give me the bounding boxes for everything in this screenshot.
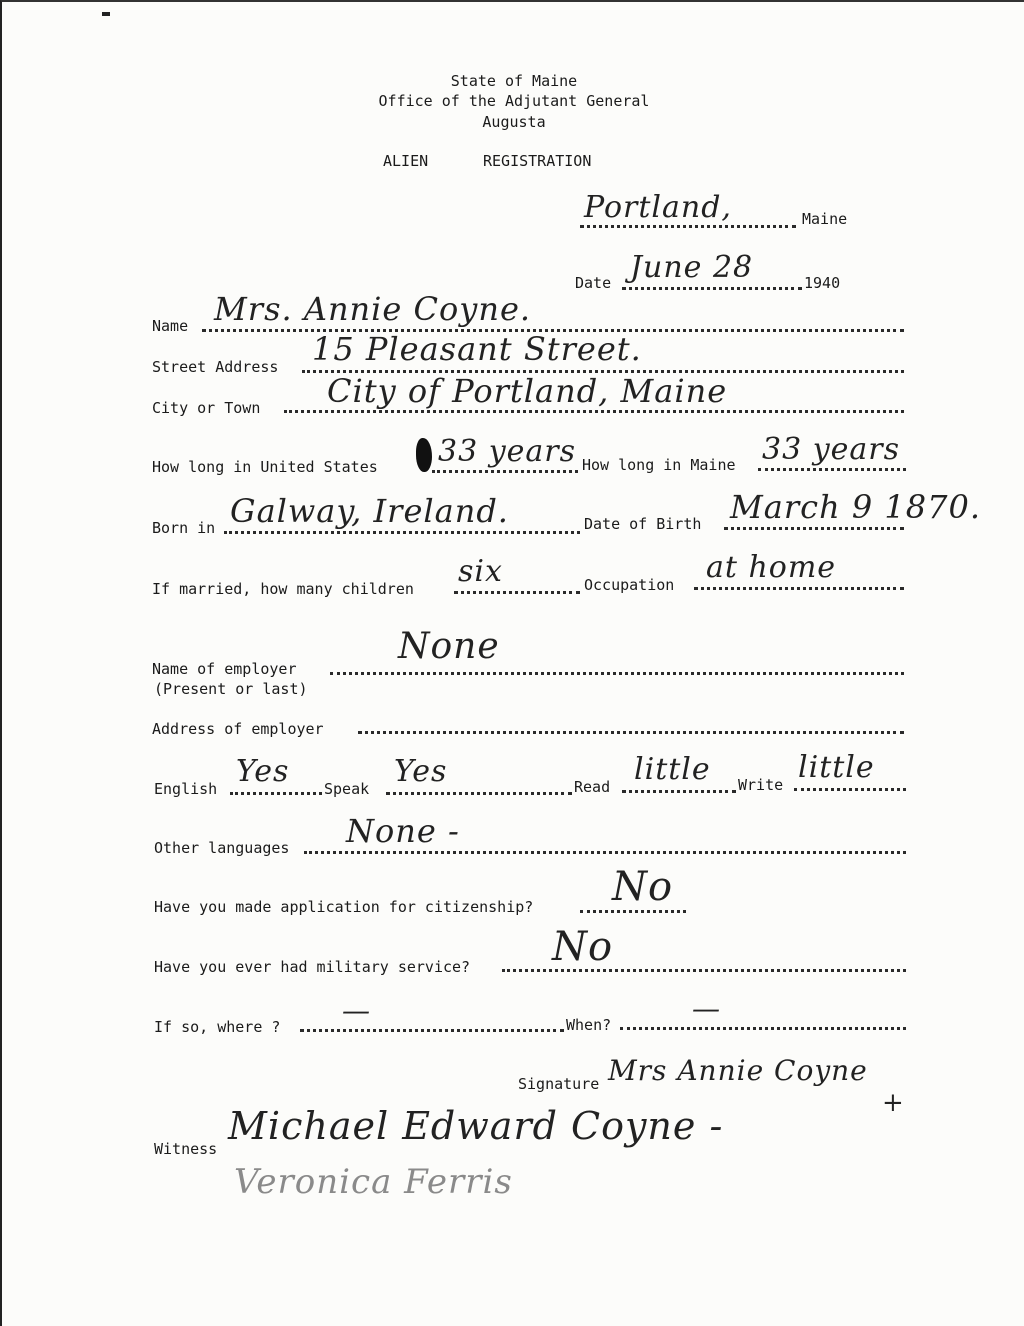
- children-dots: [454, 591, 580, 594]
- name-value: Mrs. Annie Coyne.: [214, 290, 532, 328]
- read-label: Read: [574, 778, 611, 796]
- read-value: little: [634, 752, 711, 787]
- maine-years-label: How long in Maine: [582, 456, 736, 474]
- when-label: When?: [566, 1016, 612, 1034]
- when-dots: [620, 1027, 906, 1030]
- children-value: six: [458, 554, 503, 589]
- english-value: Yes: [236, 754, 290, 789]
- speak-dots: [386, 792, 572, 795]
- form-title-registration: REGISTRATION: [483, 152, 592, 170]
- employer-address-dots: [358, 731, 904, 734]
- form-title-alien: ALIEN: [383, 152, 429, 170]
- dob-dots: [724, 527, 904, 530]
- read-dots: [622, 790, 736, 793]
- date-dots: [622, 287, 802, 290]
- employer-value: None: [398, 626, 500, 667]
- where-value: —: [342, 994, 371, 1027]
- us-years-value: 33 years: [438, 434, 577, 469]
- speak-label: Speak: [324, 780, 370, 798]
- city-dots: [284, 410, 904, 413]
- witness-label: Witness: [154, 1140, 218, 1158]
- date-year: 1940: [804, 274, 841, 292]
- employer-dots: [330, 672, 904, 675]
- street-value: 15 Pleasant Street.: [312, 330, 642, 368]
- write-dots: [794, 788, 906, 791]
- maine-years-value: 33 years: [762, 432, 901, 467]
- born-dots: [224, 531, 580, 534]
- signature-mark: +: [882, 1088, 905, 1118]
- ink-blot: [416, 438, 432, 472]
- employer-label: Name of employer: [152, 660, 297, 678]
- military-label: Have you ever had military service?: [154, 958, 471, 976]
- signature-value: Mrs Annie Coyne: [608, 1054, 868, 1087]
- name-label: Name: [152, 317, 189, 335]
- place-value: Portland,: [584, 190, 732, 225]
- maine-years-dots: [758, 468, 906, 471]
- witness-value-1: Michael Edward Coyne -: [228, 1104, 724, 1148]
- header-state: State of Maine: [450, 72, 578, 90]
- born-label: Born in: [152, 519, 216, 537]
- where-dots: [300, 1029, 564, 1032]
- occupation-label: Occupation: [584, 576, 675, 594]
- signature-label: Signature: [518, 1075, 600, 1093]
- us-years-dots: [432, 470, 578, 473]
- city-value: City of Portland, Maine: [327, 372, 728, 410]
- place-dots: [580, 225, 796, 228]
- witness-value-2: Veronica Ferris: [234, 1162, 513, 1202]
- citizenship-value: No: [612, 864, 674, 910]
- citizenship-dots: [580, 910, 686, 913]
- speak-value: Yes: [394, 754, 448, 789]
- city-label: City or Town: [152, 399, 261, 417]
- dob-value: March 9 1870.: [730, 488, 981, 526]
- dob-label: Date of Birth: [584, 515, 702, 533]
- occupation-value: at home: [706, 550, 837, 585]
- place-suffix: Maine: [802, 210, 848, 228]
- english-label: English: [154, 780, 218, 798]
- english-dots: [230, 792, 322, 795]
- employer-sublabel: (Present or last): [154, 680, 308, 698]
- date-label: Date: [575, 274, 612, 292]
- employer-address-label: Address of employer: [152, 720, 324, 738]
- write-label: Write: [738, 776, 784, 794]
- occupation-dots: [694, 587, 904, 590]
- street-label: Street Address: [152, 358, 279, 376]
- corner-mark: [102, 12, 110, 16]
- other-languages-label: Other languages: [154, 839, 290, 857]
- header-city: Augusta: [482, 113, 546, 131]
- where-label: If so, where ?: [154, 1018, 281, 1036]
- date-value: June 28: [630, 250, 754, 285]
- us-years-label: How long in United States: [152, 458, 378, 476]
- military-value: No: [552, 924, 614, 970]
- header-office: Office of the Adjutant General: [378, 92, 650, 110]
- when-value: —: [692, 992, 721, 1025]
- other-languages-dots: [304, 851, 906, 854]
- citizenship-label: Have you made application for citizenship?: [154, 898, 534, 916]
- other-languages-value: None -: [346, 812, 460, 850]
- children-label: If married, how many children: [152, 580, 414, 598]
- born-value: Galway, Ireland.: [230, 492, 509, 530]
- write-value: little: [798, 750, 875, 785]
